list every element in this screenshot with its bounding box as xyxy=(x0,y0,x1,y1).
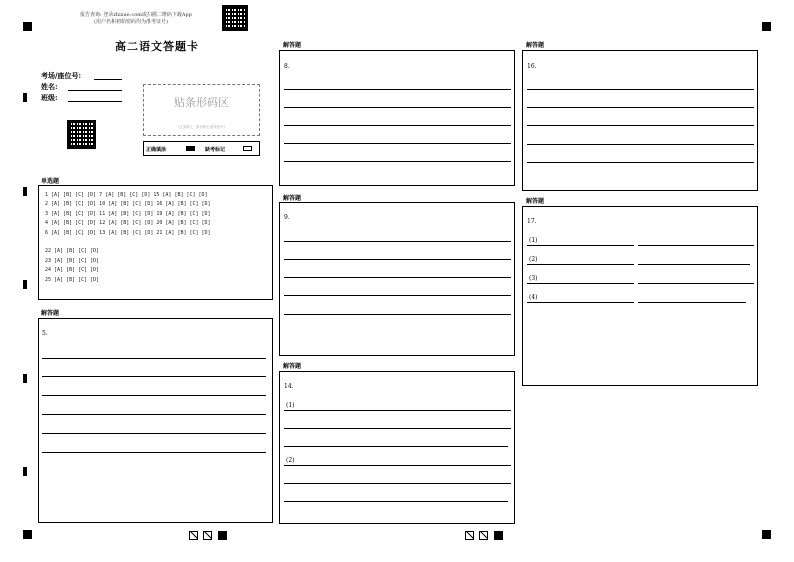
seat-label: 考场/座位号: xyxy=(41,71,82,80)
q9-number: 9. xyxy=(284,214,290,221)
barcode-area xyxy=(143,84,260,136)
q8-box xyxy=(279,50,515,186)
answer-line[interactable] xyxy=(42,395,266,396)
choice-row[interactable]: 22 [A] [B] [C] [D] xyxy=(45,248,100,254)
answer-line[interactable] xyxy=(527,283,634,284)
section-title: 解答题 xyxy=(526,198,545,205)
q17-part3-label: (3) xyxy=(529,275,538,282)
answer-line[interactable] xyxy=(284,259,511,260)
answer-line[interactable] xyxy=(527,89,754,90)
q17-box xyxy=(522,206,758,386)
answer-line[interactable] xyxy=(42,414,266,415)
card-title: 高二语文答题卡 xyxy=(115,40,199,53)
name-label: 姓名: xyxy=(41,82,58,91)
answer-line[interactable] xyxy=(527,144,754,145)
answer-line[interactable] xyxy=(42,358,266,359)
name-field[interactable] xyxy=(68,90,122,91)
page-marker-icon xyxy=(479,531,488,540)
correct-fill-sample xyxy=(186,146,195,151)
absent-checkbox[interactable] xyxy=(243,146,252,151)
fill-legend xyxy=(143,141,260,156)
q14-box xyxy=(279,371,515,524)
q17-part1-label: (1) xyxy=(529,237,538,244)
class-label: 班级: xyxy=(41,93,58,102)
answer-line[interactable] xyxy=(42,452,266,453)
registration-mark xyxy=(762,530,771,539)
section-title: 解答题 xyxy=(283,42,302,49)
choice-row[interactable]: 3 [A] [B] [C] [D] 11 [A] [B] [C] [D] 19 [A] [B] [C] [D] xyxy=(45,211,211,217)
registration-mark xyxy=(762,22,771,31)
class-field[interactable] xyxy=(68,101,122,102)
registration-mark xyxy=(23,530,32,539)
seat-field[interactable] xyxy=(94,79,122,80)
q5-box xyxy=(38,318,273,523)
section-title: 解答题 xyxy=(283,363,302,370)
answer-line[interactable] xyxy=(284,143,511,144)
answer-line[interactable] xyxy=(284,161,511,162)
answer-line[interactable] xyxy=(284,89,511,90)
timing-mark xyxy=(23,93,27,102)
answer-line[interactable] xyxy=(284,465,511,466)
section-title: 解答题 xyxy=(526,42,545,49)
answer-line[interactable] xyxy=(527,125,754,126)
answer-line[interactable] xyxy=(638,264,750,265)
q5-number: 5. xyxy=(42,330,48,337)
correct-fill-label: 正确填涂 xyxy=(146,147,167,153)
barcode-hint: (正面朝上, 请勿贴出虚线框外) xyxy=(178,125,225,129)
student-qr-icon xyxy=(67,120,96,149)
timing-mark xyxy=(23,280,27,289)
q16-box xyxy=(522,50,758,191)
q14-number: 14. xyxy=(284,383,294,390)
q16-number: 16. xyxy=(527,63,537,70)
choice-row[interactable]: 23 [A] [B] [C] [D] xyxy=(45,258,100,264)
q17-part2-label: (2) xyxy=(529,256,538,263)
choice-row[interactable]: 24 [A] [B] [C] [D] xyxy=(45,267,100,273)
answer-line[interactable] xyxy=(284,410,511,411)
timing-mark xyxy=(23,187,27,196)
login-hint-line: (用户名和初始密码均为准考证号) xyxy=(94,19,168,25)
answer-line[interactable] xyxy=(527,245,634,246)
qr-code-icon xyxy=(222,5,248,31)
answer-line[interactable] xyxy=(284,277,511,278)
page-marker-filled xyxy=(494,531,503,540)
answer-line[interactable] xyxy=(284,446,508,447)
page-marker-filled xyxy=(218,531,227,540)
answer-line[interactable] xyxy=(284,501,508,502)
barcode-title: 贴条形码区 xyxy=(174,96,229,109)
section-title: 解答题 xyxy=(41,310,60,317)
answer-line[interactable] xyxy=(284,125,511,126)
q14-part1-label: (1) xyxy=(286,402,295,409)
choice-row[interactable]: 4 [A] [B] [C] [D] 12 [A] [B] [C] [D] 20 [A] [B] [C] [D] xyxy=(45,220,211,226)
answer-line[interactable] xyxy=(42,433,266,434)
q17-number: 17. xyxy=(527,218,537,225)
answer-line[interactable] xyxy=(527,107,754,108)
absent-label: 缺考标记 xyxy=(205,147,226,153)
page-marker-icon xyxy=(203,531,212,540)
answer-line[interactable] xyxy=(284,107,511,108)
answer-line[interactable] xyxy=(527,302,634,303)
answer-line[interactable] xyxy=(284,428,511,429)
q8-number: 8. xyxy=(284,63,290,70)
q9-box xyxy=(279,202,515,356)
answer-line[interactable] xyxy=(638,302,746,303)
answer-line[interactable] xyxy=(42,376,266,377)
choice-row[interactable]: 25 [A] [B] [C] [D] xyxy=(45,277,100,283)
page-marker-icon xyxy=(189,531,198,540)
answer-line[interactable] xyxy=(284,314,511,315)
answer-line[interactable] xyxy=(284,241,511,242)
choice-row[interactable]: 2 [A] [B] [C] [D] 10 [A] [B] [C] [D] 16 [A] [B] [C] [D] xyxy=(45,201,211,207)
timing-mark xyxy=(23,467,27,476)
timing-mark xyxy=(23,374,27,383)
answer-line[interactable] xyxy=(527,264,634,265)
answer-line[interactable] xyxy=(638,245,754,246)
choice-row[interactable]: 1 [A] [B] [C] [D] 7 [A] [B] [C] [D] 15 [A] [B] [C] [D] xyxy=(45,192,208,198)
answer-line[interactable] xyxy=(284,483,511,484)
answer-line[interactable] xyxy=(527,162,754,163)
q17-part4-label: (4) xyxy=(529,294,538,301)
single-choice-title: 单选题 xyxy=(41,178,60,185)
report-query-line: 报告查询: 登录zhixue.com或扫描二维码下载App xyxy=(80,12,192,18)
page-marker-icon xyxy=(465,531,474,540)
registration-mark xyxy=(23,22,32,31)
answer-line[interactable] xyxy=(284,295,511,296)
choice-row[interactable]: 6 [A] [B] [C] [D] 13 [A] [B] [C] [D] 21 [A] [B] [C] [D] xyxy=(45,230,211,236)
answer-line[interactable] xyxy=(638,283,754,284)
q14-part2-label: (2) xyxy=(286,457,295,464)
section-title: 解答题 xyxy=(283,195,302,202)
